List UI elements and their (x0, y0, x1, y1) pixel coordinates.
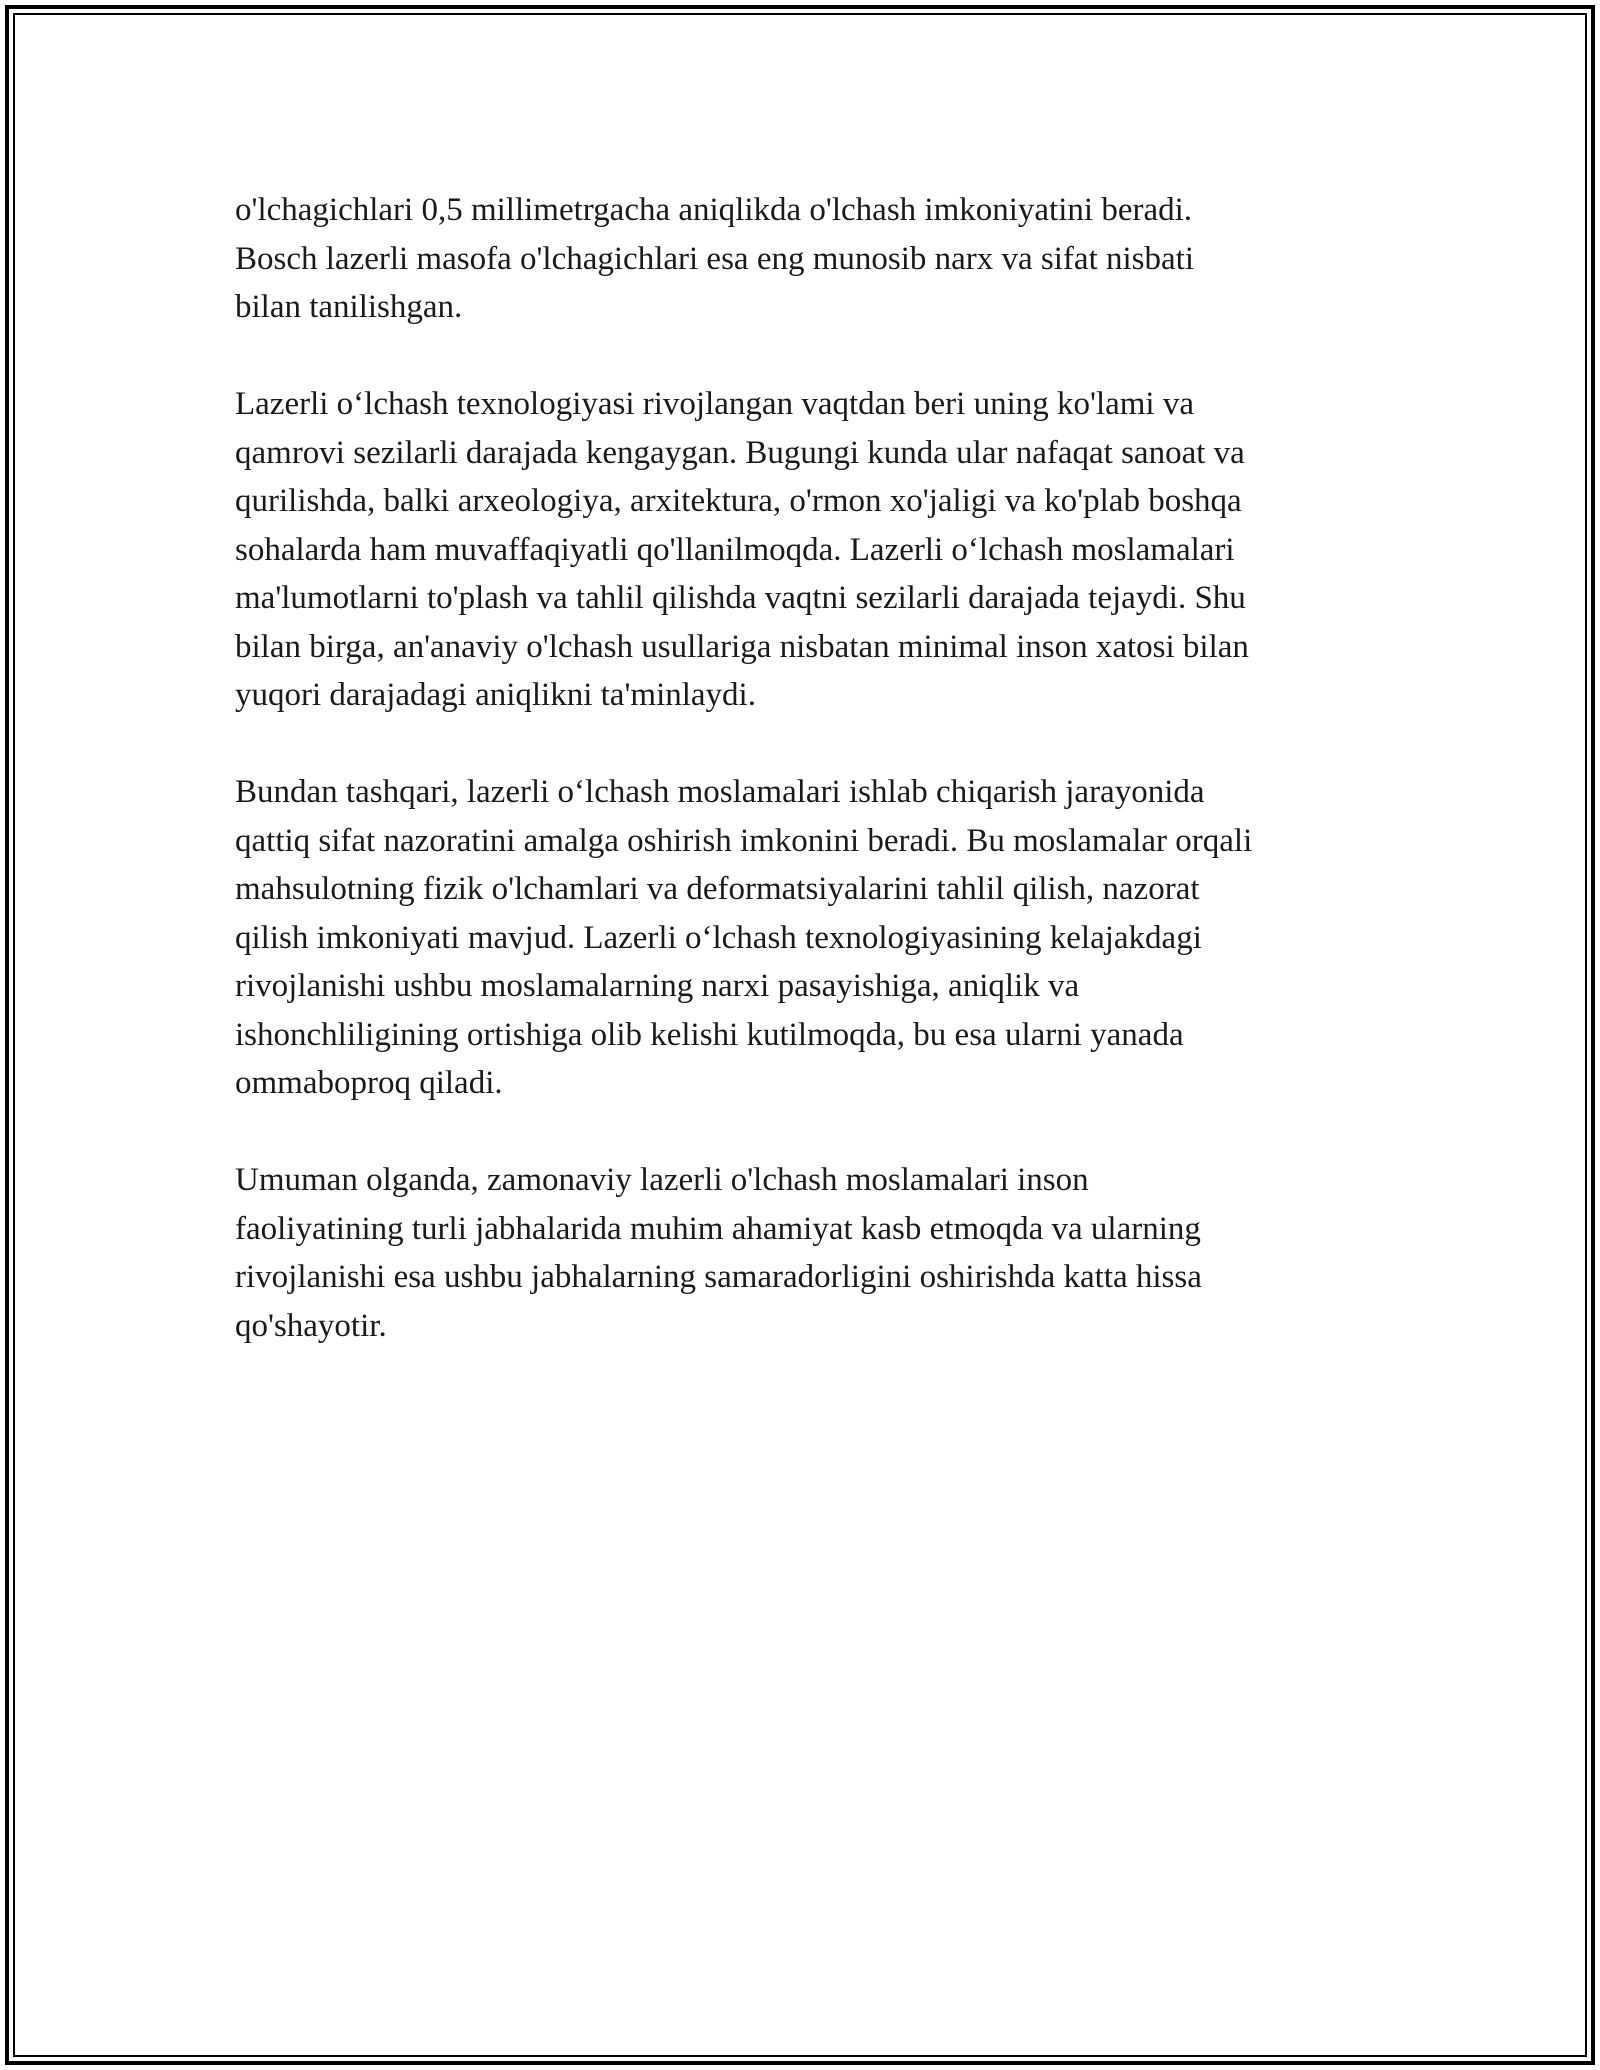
paragraph-4 (235, 1156, 1375, 1350)
text-line: bilan tanilishgan. (235, 289, 463, 325)
text-line: ommaboproq qiladi. (235, 1065, 503, 1101)
text-line: qilish imkoniyati mavjud. Lazerli o‘lchash texnologiyasining kelajakdagi (235, 919, 1202, 956)
text-line: sohalarda ham muvaffaqiyatli qo'llanilmoqda. Lazerli o‘lchash moslamalari (235, 531, 1235, 568)
text-line: ma'lumotlarni to'plash va tahlil qilishda vaqtni sezilarli darajada tejaydi. Shu (235, 580, 1246, 616)
text-line: bilan birga, an'anaviy o'lchash usullariga nisbatan minimal inson xatosi bilan (235, 628, 1249, 665)
text-line: qo'shayotir. (235, 1307, 387, 1344)
text-line: yuqori darajadagi aniqlikni ta'minlaydi. (235, 677, 756, 713)
text-line: faoliyatining turli jabhalarida muhim ahamiyat kasb etmoqda va ularning (235, 1210, 1201, 1247)
text-line: mahsulotning fizik o'lchamlari va deformatsiyalarini tahlil qilish, nazorat (235, 871, 1200, 907)
text-line: rivojlanishi ushbu moslamalarning narxi pasayishiga, aniqlik va (235, 968, 1080, 1004)
document-body (235, 186, 1375, 1399)
text-line: Bundan tashqari, lazerli o‘lchash moslamalari ishlab chiqarish jarayonida (235, 774, 1205, 810)
paragraph-2 (235, 380, 1375, 720)
text-line: ishonchliligining ortishiga olib kelishi kutilmoqda, bu esa ularni yanada (235, 1016, 1184, 1053)
text-line: Bosch lazerli masofa o'lchagichlari esa eng munosib narx va sifat nisbati (235, 240, 1194, 277)
text-line: Lazerli o‘lchash texnologiyasi rivojlangan vaqtdan beri uning ko'lami va (235, 386, 1194, 422)
paragraph-3 (235, 768, 1375, 1108)
paragraph-1 (235, 186, 1375, 332)
text-line: qamrovi sezilarli darajada kengaygan. Bugungi kunda ular nafaqat sanoat va (235, 434, 1245, 471)
text-line: o'lchagichlari 0,5 millimetrgacha aniqlikda o'lchash imkoniyatini beradi. (235, 192, 1193, 228)
text-line: Umuman olganda, zamonaviy lazerli o'lchash moslamalari inson (235, 1162, 1089, 1198)
text-line: qattiq sifat nazoratini amalga oshirish imkonini beradi. Bu moslamalar orqali (235, 822, 1253, 859)
text-line: rivojlanishi esa ushbu jabhalarning samaradorligini oshirishda katta hissa (235, 1259, 1202, 1295)
text-line: qurilishda, balki arxeologiya, arxitektura, o'rmon xo'jaligi va ko'plab boshqa (235, 483, 1242, 519)
